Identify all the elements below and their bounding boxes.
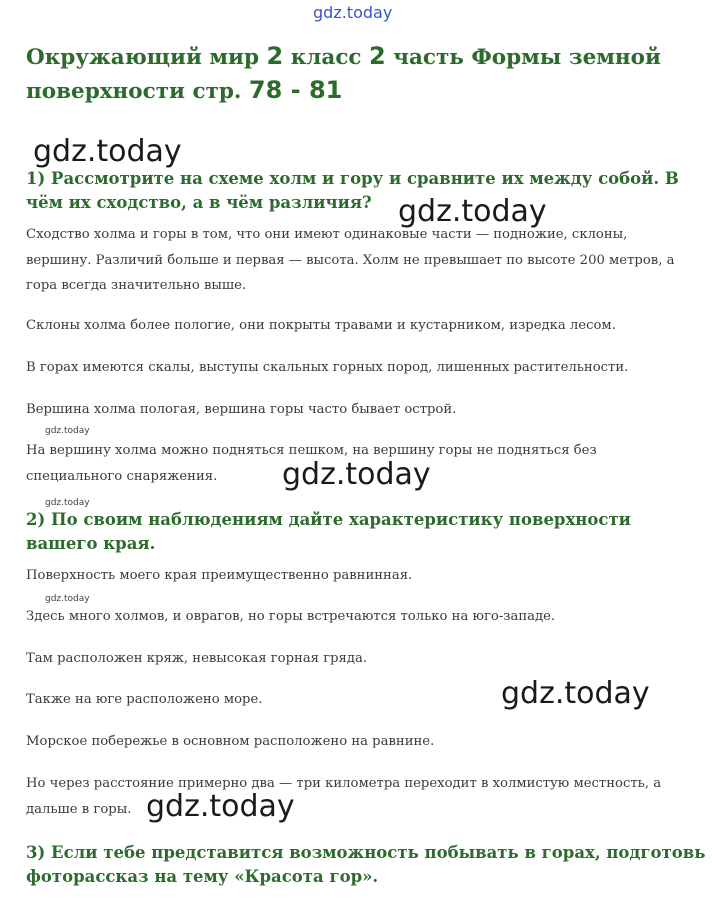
title-grade: 2 bbox=[266, 42, 284, 70]
question-heading-3: 3) Если тебе представится возможность побывать в горах, подготовь фоторассказ на тему «Красота гор». bbox=[26, 843, 706, 886]
title-text: часть Формы земной поверхности стр. bbox=[26, 45, 661, 104]
answer-paragraph: В горах имеются скалы, выступы скальных горных пород, лишенных растительности. bbox=[26, 360, 629, 375]
question-heading-2: 2) По своим наблюдениям дайте характеристику поверхности вашего края. bbox=[26, 510, 631, 553]
answer-paragraph: Склоны холма более пологие, они покрыты травами и кустарником, изредка лесом. bbox=[26, 318, 616, 333]
watermark: gdz.today bbox=[501, 676, 650, 711]
answer-paragraph: Поверхность моего края преимущественно равнинная. bbox=[26, 568, 413, 583]
answer-paragraph: Но через расстояние примерно два — три километра переходит в холмистую местность, а дальше в горы. bbox=[26, 776, 662, 817]
question-heading-1: 1) Рассмотрите на схеме холм и гору и сравните их между собой. В чём их сходство, а в чём различия? bbox=[26, 169, 679, 212]
watermark: gdz.today bbox=[282, 457, 431, 492]
watermark: gdz.today bbox=[398, 194, 547, 229]
watermark: gdz.today bbox=[33, 134, 182, 169]
title-text: класс bbox=[283, 45, 370, 70]
title-pages: 78 - 81 bbox=[248, 76, 343, 104]
answer-paragraph: На вершину холма можно подняться пешком, на вершину горы не подняться без специального снаряжения. bbox=[26, 443, 597, 484]
page-title bbox=[26, 40, 686, 108]
watermark-small: gdz.today bbox=[45, 594, 90, 604]
answer-paragraph: Вершина холма пологая, вершина горы часто бывает острой. bbox=[26, 402, 457, 417]
watermark: gdz.today bbox=[146, 789, 295, 824]
watermark-small: gdz.today bbox=[45, 426, 90, 436]
title-text: Окружающий мир bbox=[26, 45, 267, 70]
answer-paragraph: Морское побережье в основном расположено на равнине. bbox=[26, 734, 435, 749]
answer-paragraph: Там расположен кряж, невысокая горная гряда. bbox=[26, 651, 368, 666]
answer-paragraph: Также на юге расположено море. bbox=[26, 692, 263, 707]
title-part-number: 2 bbox=[369, 42, 386, 70]
watermark-small: gdz.today bbox=[45, 498, 90, 508]
answer-paragraph: Сходство холма и горы в том, что они имеют одинаковые части — подножие, склоны, вершину. Различий больше и первая — высота. Холм не превышает по высоте 200 метров, а гора всегда значительно выше. bbox=[26, 227, 675, 293]
answer-paragraph: Здесь много холмов, и оврагов, но горы встречаются только на юго-западе. bbox=[26, 609, 556, 624]
watermark-top: gdz.today bbox=[313, 3, 393, 22]
